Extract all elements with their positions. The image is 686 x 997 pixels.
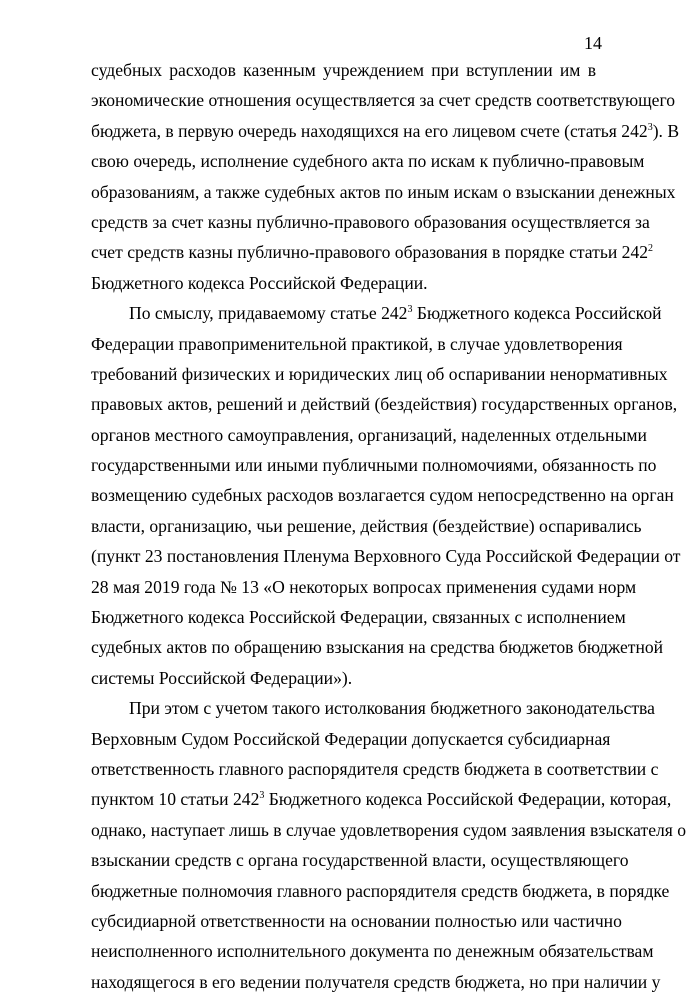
superscript: 3 — [647, 121, 653, 133]
text-run: Федерации правоприменительной практикой, в случае удовлетворения — [91, 333, 623, 354]
text-run: государственными или иными публичными полномочиями, обязанность по — [91, 455, 657, 476]
text-line — [91, 177, 676, 207]
text-line — [91, 420, 647, 450]
text-line — [91, 663, 596, 693]
text-run: образованиям, а также судебных актов по иным искам о взыскании денежных — [91, 181, 676, 202]
text-run: свою очередь, исполнение судебного акта по искам к публично-правовым — [91, 151, 645, 172]
text-run: Бюджетного кодекса Российской Федерации, связанных с исполнением — [91, 607, 626, 628]
text-line — [91, 541, 681, 571]
text-run: бюджетные полномочия главного распорядителя средств бюджета, в порядке — [91, 880, 670, 901]
text-run: Бюджетного кодекса Российской — [412, 303, 662, 324]
text-run: неисполненного исполнительного документа по денежным обязательствам — [91, 941, 654, 962]
text-line — [91, 511, 642, 541]
text-run: При этом с учетом такого истолкования бюджетного законодательства — [129, 698, 655, 719]
text-run: власти, организацию, чьи решение, действия (бездействие) оспаривались — [91, 515, 642, 536]
text-run: Бюджетного кодекса Российской Федерации. — [91, 272, 428, 293]
text-run: счет средств казны публично-правового образования в порядке статьи 242 — [91, 242, 649, 263]
text-line — [91, 116, 680, 146]
text-line — [91, 268, 596, 298]
superscript: 2 — [648, 243, 654, 255]
superscript: 3 — [407, 304, 413, 316]
text-run: средств за счет казны публично-правового образования осуществляется за — [91, 211, 650, 232]
text-line — [91, 724, 611, 754]
text-run: требований физических и юридических лиц об оспаривании ненормативных — [91, 363, 668, 384]
text-run: субсидиарной ответственности на основании полностью или частично — [91, 910, 622, 931]
text-line — [91, 146, 645, 176]
text-line — [91, 876, 670, 906]
text-run: бюджета, в первую очередь находящихся на его лицевом счете (статья 242 — [91, 120, 648, 141]
text-line — [91, 632, 664, 662]
text-line — [91, 906, 622, 936]
text-line — [91, 55, 596, 85]
text-run: пунктом 10 статьи 242 — [91, 789, 260, 810]
text-run: (пункт 23 постановления Пленума Верховного Суда Российской Федерации от — [91, 546, 681, 567]
text-run: органов местного самоуправления, организаций, наделенных отдельными — [91, 424, 647, 445]
text-line — [91, 237, 654, 267]
text-line — [91, 298, 662, 328]
text-run: ответственность главного распорядителя средств бюджета в соответствии с — [91, 758, 659, 779]
text-run: возмещению судебных расходов возлагается судом непосредственно на орган — [91, 485, 674, 506]
text-run: ). В — [652, 120, 680, 141]
text-line — [91, 967, 661, 997]
page-number: 14 — [584, 33, 602, 53]
text-line — [91, 450, 657, 480]
superscript: 3 — [259, 790, 265, 802]
text-line — [91, 754, 659, 784]
text-line — [91, 359, 668, 389]
text-line — [91, 845, 629, 875]
text-line — [91, 693, 655, 723]
text-run: Бюджетного кодекса Российской Федерации, которая, — [264, 789, 672, 810]
text-line — [91, 602, 626, 632]
text-run: судебных актов по обращению взыскания на средства бюджетов бюджетной — [91, 637, 664, 658]
text-line — [91, 784, 672, 814]
text-run: взыскании средств с органа государственной власти, осуществляющего — [91, 850, 629, 871]
text-run: системы Российской Федерации»). — [91, 667, 353, 688]
text-run: Верховным Судом Российской Федерации допускается субсидиарная — [91, 728, 611, 749]
text-run: По смыслу, придаваемому статье 242 — [129, 303, 408, 324]
text-line — [91, 815, 686, 845]
text-line — [91, 936, 654, 966]
text-run: правовых актов, решений и действий (бездействия) государственных органов, — [91, 394, 678, 415]
text-run: судебных расходов казенным учреждением при вступлении им в — [91, 60, 596, 80]
text-line — [91, 389, 678, 419]
text-run: экономические отношения осуществляется за счет средств соответствующего — [91, 90, 676, 111]
text-run: находящегося в его ведении получателя средств бюджета, но при наличии у — [91, 971, 661, 992]
text-run: однако, наступает лишь в случае удовлетворения судом заявления взыскателя о — [91, 819, 686, 840]
text-line — [91, 329, 623, 359]
text-line — [91, 480, 674, 510]
text-line — [91, 572, 637, 602]
text-line — [91, 85, 676, 115]
document-body — [91, 55, 686, 997]
text-run: 28 мая 2019 года № 13 «О некоторых вопросах применения судами норм — [91, 576, 637, 597]
text-line — [91, 207, 650, 237]
